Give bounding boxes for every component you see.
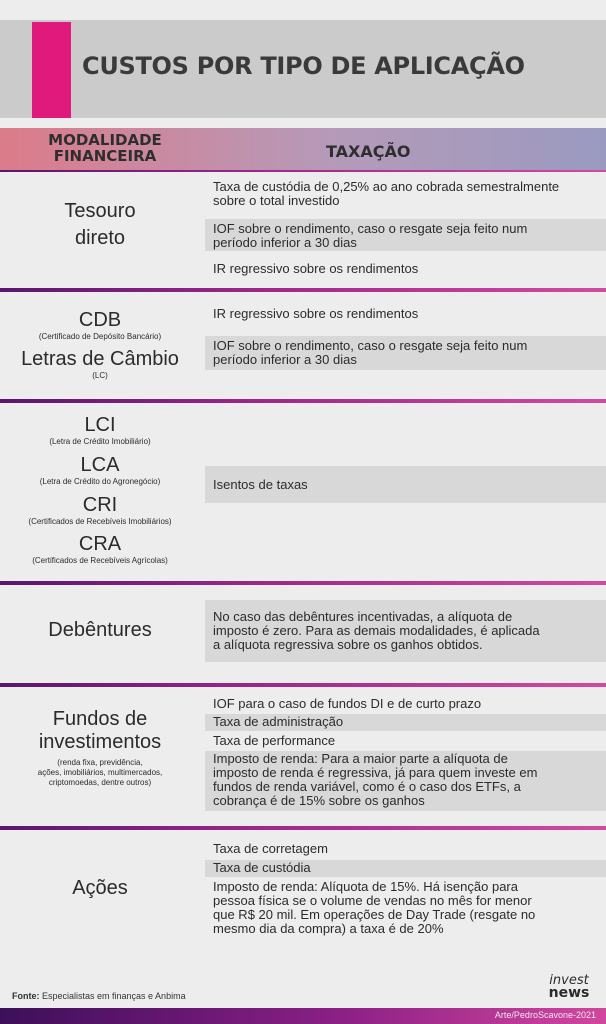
separator [0,826,606,830]
cdb-tax-ir: IR regressivo sobre os rendimentos [213,306,419,321]
investnews-logo [541,975,597,999]
isentos-tax: Isentos de taxas [205,466,606,503]
fundos-name-line1: Fundos de [52,708,148,730]
debentures-tax-line2: imposto é zero. Para as demais modalidades, é aplicada [213,623,540,638]
fundos-tax-ir [205,751,606,811]
cdb-tax-iof-line2: período inferior a 30 dias [213,352,357,367]
cdb-subtitle: (Certificado de Depósito Bancário) [38,332,162,341]
separator [0,399,606,403]
tesouro-tax-custodia [205,180,606,208]
cdb-tax-iof-line1: IOF sobre o rendimento, caso o resgate seja feito num [213,338,528,353]
tesouro-tax-ir: IR regressivo sobre os rendimentos [213,261,419,276]
separator [0,581,606,585]
cdb-name: CDB [78,309,122,331]
acoes-tax-ir [205,880,606,936]
tesouro-tax-iof-line2: período inferior a 30 dias [213,235,357,250]
tesouro-tax-iof-line1: IOF sobre o rendimento, caso o resgate seja feito num [213,221,528,236]
page-title: CUSTOS POR TIPO DE APLICAÇÃO [82,52,525,80]
lci-name: LCI [84,414,116,436]
fundos-tax-ir-line1: Imposto de renda: Para a maior parte a alíquota de [213,751,508,766]
acoes-tax-corretagem: Taxa de corretagem [213,841,328,856]
tesouro-tax-custodia-line2: sobre o total investido [213,193,340,208]
lc-subtitle: (LC) [92,371,108,380]
top-strip [0,0,606,20]
column-header-modalidade [30,132,180,164]
art-credit: Arte/PedroScavone-2021 [494,1010,596,1020]
debentures-tax-line3: a alíquota regressiva sobre os ganhos obtidos. [213,637,483,652]
debentures-name: Debêntures [48,619,152,641]
title-accent [32,22,71,118]
column-header-modalidade-line2: FINANCEIRA [53,147,157,165]
lc-name: Letras de Câmbio [21,348,179,370]
logo-line1: invest [549,973,589,988]
fundos-tax-ir-line2: imposto de renda é regressiva, já para quem investe em [213,765,538,780]
column-header-modalidade-line1: MODALIDADE [48,131,162,149]
fundos-tax-ir-line4: cobrança é de 15% sobre os ganhos [213,793,425,808]
cri-subtitle: (Certificados de Recebíveis Imobiliários) [28,517,172,526]
column-header-taxacao: TAXAÇÃO [326,142,411,161]
source-text: Especialistas em finanças e Anbima [39,991,186,1001]
fundos-tax-performance: Taxa de performance [213,733,336,748]
fundos-tax-ir-line3: fundos de renda variável, como é o caso dos ETFs, a [213,779,521,794]
fundos-subtitle-line1: (renda fixa, previdência, [57,758,143,767]
fundos-subtitle-line2: ações, imobiliários, multimercados, [37,768,163,777]
acoes-name: Ações [72,877,128,899]
acoes-tax-ir-line3: que R$ 20 mil. Em operações de Day Trade (resgate no [213,907,536,922]
fundos-name-line2: investimentos [38,731,162,753]
tesouro-name-line2: direto [74,227,126,249]
separator [0,170,606,172]
footer-source [12,991,186,1001]
debentures-tax-line1: No caso das debêntures incentivadas, a alíquota de [213,609,513,624]
acoes-tax-ir-line1: Imposto de renda: Alíquota de 15%. Há isenção para [213,879,518,894]
cra-subtitle: (Certificados de Recebíveis Agrícolas) [32,556,168,565]
separator [0,288,606,292]
acoes-tax-ir-line4: mesmo dia da compra) a taxa é de 20% [213,921,444,936]
source-label: Fonte: [12,991,40,1001]
fundos-tax-administracao: Taxa de administração [205,714,606,731]
fundos-subtitle-line3: criptomoedas, dentre outros) [48,778,152,787]
acoes-tax-ir-line2: pessoa física se o volume de vendas no mês for menor [213,893,532,908]
lca-subtitle: (Letra de Crédito do Agronegócio) [39,477,161,486]
fundos-tax-iof: IOF para o caso de fundos DI e de curto prazo [213,696,482,711]
separator [0,683,606,687]
tesouro-tax-iof [205,219,606,251]
lca-name: LCA [80,454,120,476]
logo-line2: news [548,985,590,1001]
acoes-tax-custodia: Taxa de custódia [205,860,606,877]
cri-name: CRI [82,494,118,516]
debentures-tax [205,600,606,662]
cdb-tax-iof [205,336,606,370]
tesouro-name-line1: Tesouro [64,200,136,222]
lci-subtitle: (Letra de Crédito Imobiliário) [49,437,151,446]
cra-name: CRA [78,533,122,555]
tesouro-tax-custodia-line1: Taxa de custódia de 0,25% ao ano cobrada semestralmente [213,179,560,194]
